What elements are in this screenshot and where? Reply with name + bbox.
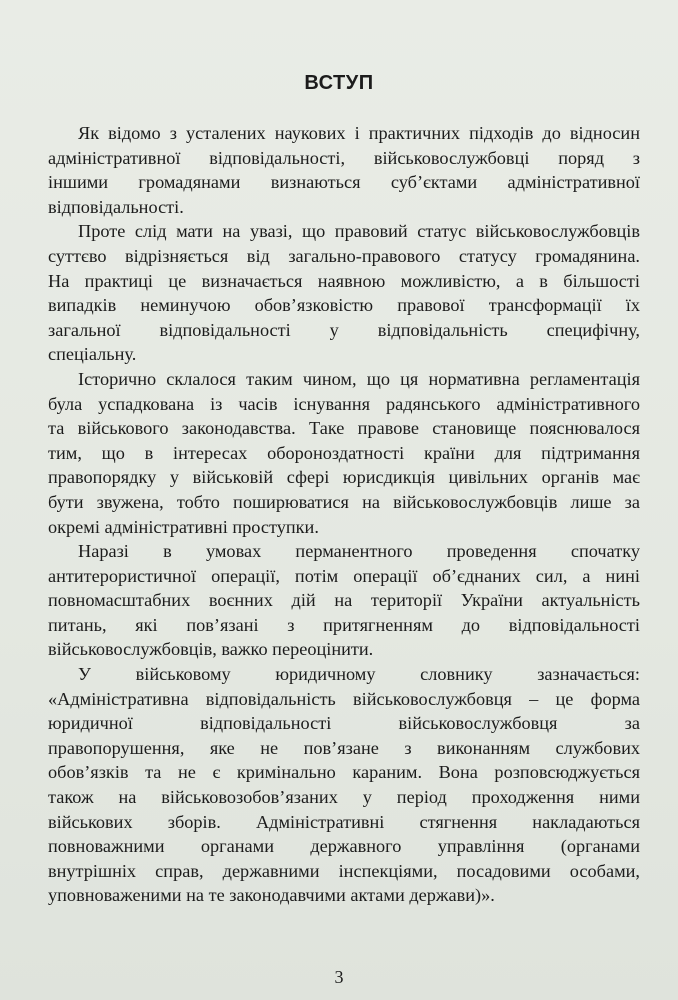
paragraph xyxy=(48,219,640,367)
text-line: повномасштабних воєнних дій на території України актуальність xyxy=(48,590,640,611)
text-line: була успадкована із часів існування радянського адміністративного xyxy=(48,393,640,414)
text-line: загальної відповідальності у відповідальність специфічну, xyxy=(48,319,640,340)
paragraph xyxy=(48,367,640,539)
text-line: правопорядку у військовій сфері юрисдикція цивільних органів має xyxy=(48,467,640,488)
text-line: Наразі в умовах перманентного проведення спочатку xyxy=(78,541,640,562)
text-line: повноважними органами державного управління (органами xyxy=(48,836,640,857)
text-line: правопорушення, яке не пов’язане з виконанням службових xyxy=(48,737,640,758)
text-line: антитерористичної операції, потім операції об’єднаних сил, а нині xyxy=(48,565,640,586)
text-line: окремі адміністративні проступки. xyxy=(48,516,319,537)
text-line: спеціальну. xyxy=(48,344,137,365)
text-line: військових зборів. Адміністративні стягнення накладаються xyxy=(48,811,640,832)
document-body xyxy=(48,121,640,908)
text-line: іншими громадянами визнаються суб’єктами адміністративної xyxy=(48,172,640,193)
text-line: внутрішніх справ, державними інспекціями, посадовими особами, xyxy=(48,860,640,881)
text-line: випадків неминучою обов’язковістю правової трансформації їх xyxy=(48,295,640,316)
text-line: Як відомо з усталених наукових і практичних підходів до відносин xyxy=(78,123,640,143)
text-line: Проте слід мати на увазі, що правовий статус військовослужбовців xyxy=(78,221,640,242)
text-line: тим, що в інтересах обороноздатності країни для підтримання xyxy=(48,442,640,463)
text-line: На практиці це визначається наявною можливістю, а в більшості xyxy=(48,270,640,291)
text-line: юридичної відповідальності військовослужбовця за xyxy=(48,713,640,734)
text-line: адміністративної відповідальності, військовослужбовці поряд з xyxy=(48,147,640,168)
text-line: питань, які пов’язані з притягненням до відповідальності xyxy=(48,614,640,635)
text-line: та військового законодавства. Таке правове становище пояснювалося xyxy=(48,418,640,439)
paragraph xyxy=(48,121,640,219)
text-line: відповідальності. xyxy=(48,196,184,217)
page-number: 3 xyxy=(334,967,344,987)
text-line: суттєво відрізняється від загально-правового статусу громадянина. xyxy=(48,245,640,266)
text-line: «Адміністративна відповідальність військовослужбовця – це форма xyxy=(48,688,640,709)
text-line: військовослужбовців, важко переоцінити. xyxy=(48,639,374,660)
text-line: У військовому юридичному словнику зазначається: xyxy=(78,664,640,685)
text-line: уповноваженими на те законодавчими актами держави)». xyxy=(48,885,495,906)
text-line: бути звужена, тобто поширюватися на військовослужбовців лише за xyxy=(48,491,640,512)
text-line: обов’язків та не є кримінально караним. Вона розповсюджується xyxy=(48,762,640,783)
text-line: також на військовозобов’язаних у період проходження ними xyxy=(48,787,640,808)
paragraph xyxy=(48,539,640,662)
page-title: ВСТУП xyxy=(304,72,374,94)
text-line: Історично склалося таким чином, що ця нормативна регламентація xyxy=(78,368,640,389)
paragraph xyxy=(48,662,640,908)
